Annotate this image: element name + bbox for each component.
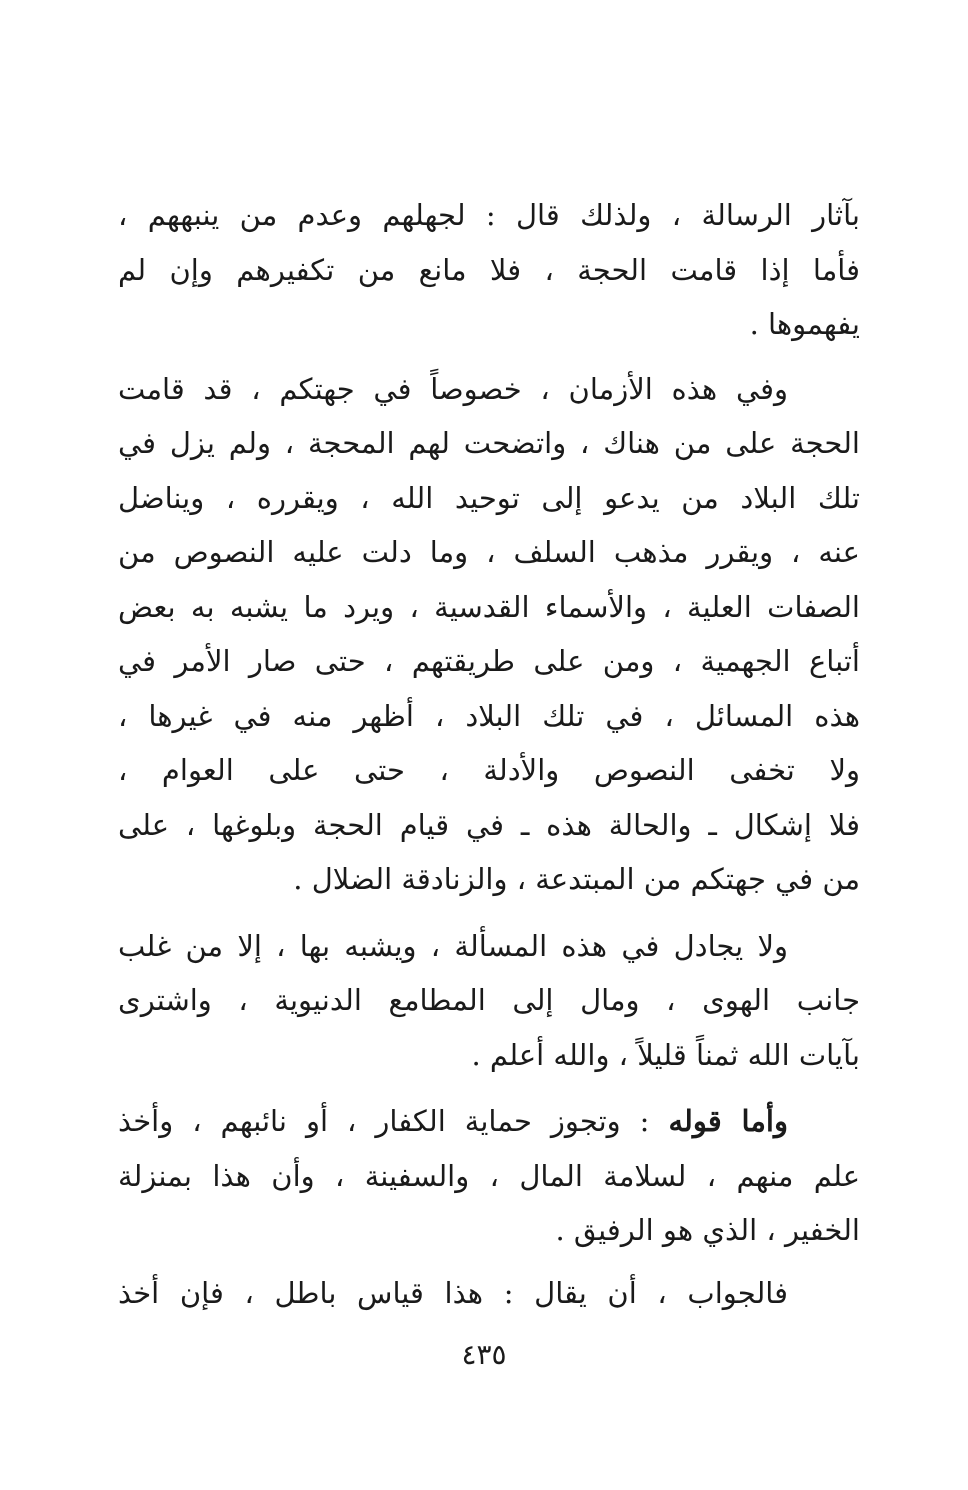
- text-line: أتباع الجهمية ، ومن على طريقتهم ، حتى صار الأمر في: [118, 644, 860, 678]
- text-line: بآيات الله ثمناً قليلاً ، والله أعلم .: [471, 1037, 860, 1072]
- paragraph-3: [118, 919, 860, 1083]
- text-line: الصفات العلية ، والأسماء القدسية ، ويرد ما يشبه به بعض: [118, 589, 860, 624]
- text-line: جانب الهوى ، ومال إلى المطامع الدنيوية ، واشترى: [118, 983, 860, 1017]
- text-line: ولا يجادل في هذه المسألة ، ويشبه بها ، إلا من غلب: [118, 928, 788, 963]
- text-line: [118, 1094, 860, 1149]
- paragraph-4: [118, 1094, 860, 1258]
- text-line: عنه ، ويقرر مذهب السلف ، وما دلت عليه النصوص من: [118, 535, 860, 569]
- text-line: من في جهتكم من المبتدعة ، والزنادقة الضلال .: [293, 862, 860, 896]
- paragraph-5: [118, 1266, 860, 1321]
- page-number: ٤٣٥: [461, 1338, 507, 1371]
- bold-lead: وأما قوله: [668, 1104, 788, 1138]
- text-line: بآثار الرسالة ، ولذلك قال : لجهلهم وعدم من ينبههم ،: [118, 198, 860, 232]
- text-line: هذه المسائل ، في تلك البلاد ، أظهر منه في غيرها ،: [118, 698, 860, 733]
- text-line: ولا تخفى النصوص والأدلة ، حتى على العوام ،: [118, 753, 860, 787]
- text-line: تلك البلاد من يدعو إلى توحيد الله ، ويقرره ، ويناضل: [118, 480, 860, 515]
- text-line: وفي هذه الأزمان ، خصوصاً في جهتكم ، قد قامت: [118, 371, 788, 406]
- text-line: الحجة على من هناك ، واتضحت لهم المحجة ، ولم يزل في: [118, 426, 860, 460]
- text-line: فالجواب ، أن يقال : هذا قياس باطل ، فإن أخذ: [118, 1275, 788, 1310]
- paragraph-1: [118, 188, 860, 352]
- text-line: فلا إشكال ـ والحالة هذه ـ في قيام الحجة وبلوغها ، على: [118, 807, 860, 842]
- paragraph-2: [118, 362, 860, 907]
- text-line: يفهموها .: [749, 307, 860, 341]
- text-line: علم منهم ، لسلامة المال ، والسفينة ، وأن هذا بمنزلة: [118, 1158, 860, 1193]
- text-line: الخفير ، الذي هو الرفيق .: [555, 1213, 860, 1247]
- text-line-rest: : وتجوز حماية الكفار ، أو نائبهم ، وأخذ: [118, 1104, 669, 1138]
- page-body: [118, 188, 860, 1320]
- text-line: فأما إذا قامت الحجة ، فلا مانع من تكفيرهم وإن لم: [118, 252, 860, 287]
